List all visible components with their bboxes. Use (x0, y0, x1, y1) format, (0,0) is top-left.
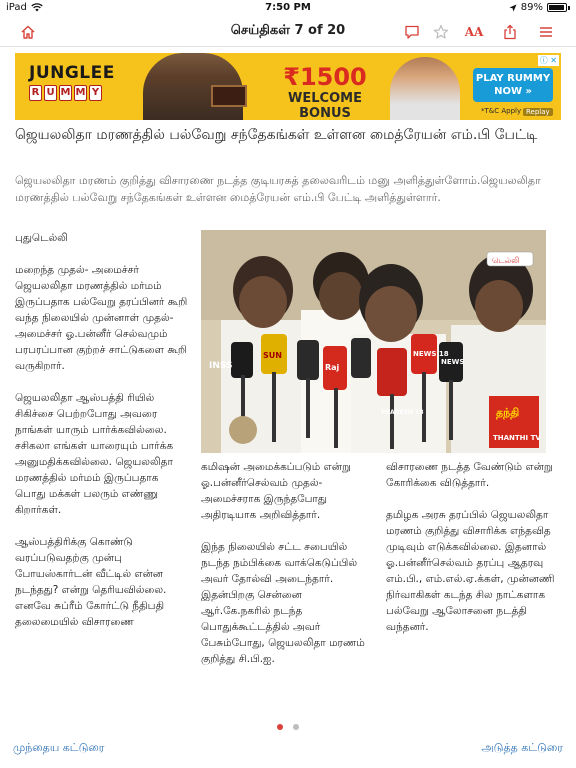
ad-close-icon[interactable]: ⓘ ✕ (539, 56, 557, 65)
article-column-3: விசாரணை நடத்த வேண்டும் என்று கோரிக்கை விடுத்தார். தமிழக அரசு தரப்பில் ஜெயலலிதா மரணம் குறித்து விசாரிக்க எந்தவித முடிவும் எடுக்கவில்லை. இதனால் ஓ.பன்னீர்செல்வம் தரப்பு ஆதரவு எம்.பி., எம்.எல்.ஏ.க்கள், முன்னணி நிர்வாகிகள் கடந்த சில நாட்களாக பல்வேறு ஆலோசனை நடத்தி வந்தனர். (386, 461, 555, 633)
ad-letter: R (29, 85, 42, 101)
mic-label: PRADESH 18 (381, 409, 424, 416)
ad-tv-image (211, 85, 247, 107)
press-conference-image (201, 230, 546, 453)
ad-brand-top: JUNGLEE (29, 63, 115, 83)
ad-replay-button[interactable]: Replay (523, 108, 553, 116)
nav-bar (0, 17, 576, 47)
share-icon[interactable] (500, 22, 520, 42)
article-column-1: புதுடெல்லி மறைந்த முதல்- அமைச்சர் ஜெயலலிதா மரணத்தில் மர்மம் இருப்பதாக பல்வேறு தரப்பினர் கூறி வந்த நிலையில் முன்னாள் முதல்-அமைச்சர் ஓ.பன்னீர் செல்வமும் பரபரப்பான குற்றச் சாட்டுகளை கூறி வருகிறார். ஜெயலலிதா ஆஸ்பத்தி ரியில் சிகிச்சை பெற்றபோது அவரை நாங்கள் யாரும் பார்க்கவில்லை. சசிகலா எங்கள் யாரையும் பார்க்க அனுமதிக்கவில்லை. ஜெயலலிதா மரணத்தில் மர்மம் இருப்பதாக பொது மக்கள் பலரும் எண்ணு கிறார்கள். ஆஸ்பத்திரிக்கு கொண்டு வரப்படுவதற்கு முன்பு போயஸ்கார்டன் வீட்டில் என்ன நடந்தது? என்று தெரியவில்லை. எனவே சுப்ரீம் கோர்ட்டு நீதிபதி தலைமையில் விசாரணை (15, 232, 188, 628)
previous-article-link[interactable]: முந்தைய கட்டுரை (13, 741, 105, 754)
ad-logo (29, 63, 129, 109)
mic-label: Raj (325, 363, 340, 372)
page-indicator[interactable] (0, 715, 576, 734)
ad-cta-line2: NOW » (494, 86, 532, 97)
article-headline: ஜெயலலிதா மரணத்தில் பல்வேறு சந்தேகங்கள் உள்ளன மைத்ரேயன் எம்.பி பேட்டி (15, 127, 538, 143)
article-column-2: கமிஷன் அமைக்கப்படும் என்று ஓ.பன்னீர்செல்வம் முதல்-அமைச்சராக இருந்தபோது அதிரடியாக அறிவித்தார். இந்த நிலையில் சட்ட சபையில் நடந்த நம்பிக்கை வாக்கெடுப்பில் அவர் தோல்வி அடைந்தார். இதன்பிறகு சென்னை ஆர்.கே.நகரில் நடந்த பொதுக்கூட்டத்தில் அவர் பேசும்போது, ஜெயலலிதா மரணம் குறித்து சி.பி.ஐ. (201, 461, 365, 665)
ad-play-button[interactable] (473, 68, 553, 102)
ad-brand-letters (29, 85, 129, 101)
battery-icon (547, 3, 567, 12)
status-bar (0, 0, 576, 16)
ad-offer (260, 63, 390, 120)
ad-letter: Y (89, 85, 102, 101)
status-time: 7:50 PM (265, 2, 311, 13)
photo-location-badge: டெல்லி (492, 256, 520, 265)
ad-banner[interactable] (15, 53, 561, 120)
mic-label: NEWS (441, 358, 465, 366)
photo-watermark: THANTHI TV (493, 434, 541, 442)
menu-icon[interactable] (536, 22, 556, 42)
ad-letter: M (59, 85, 72, 101)
battery-tip (568, 6, 570, 10)
article-summary: ஜெயலலிதா மரணம் குறித்து விசாரணை நடத்த குடியரசுத் தலைவரிடம் மனு அளித்துள்ளோம்.ஜெயலலிதா மரணத்தில் பல்வேறு சந்தேகங்கள் உள்ளன மைத்ரேயன் எம்.பி பேட்டி அளித்துள்ளார். (15, 174, 541, 204)
article-photo (201, 230, 546, 453)
ad-letter: M (74, 85, 87, 101)
ad-letter: U (44, 85, 57, 101)
photo-watermark-top: தந்தி (496, 406, 520, 419)
ad-person-image-2 (390, 57, 460, 120)
next-article-link[interactable]: அடுத்த கட்டுரை (481, 741, 563, 754)
comment-icon[interactable] (402, 22, 422, 42)
ad-cta-line1: PLAY RUMMY (475, 73, 551, 84)
ad-tc: *T&C Apply (481, 107, 522, 115)
carrier-label: iPad (6, 2, 27, 13)
page-dot-active[interactable] (277, 724, 283, 730)
mic-label: INSS (209, 361, 233, 371)
mic-label: SUN (263, 351, 282, 360)
page-dot[interactable] (293, 724, 299, 730)
font-size-button[interactable]: AA (464, 25, 484, 39)
location-icon (509, 4, 517, 12)
ad-offer-label: WELCOME BONUS (288, 91, 362, 120)
page-title: செய்திகள் 7 of 20 (230, 23, 346, 38)
ad-amount: ₹1500 (283, 63, 367, 91)
star-icon[interactable] (431, 22, 451, 42)
mic-label: NEWS 18 (413, 350, 449, 358)
status-right (509, 2, 570, 13)
battery-percent: 89% (520, 2, 543, 13)
